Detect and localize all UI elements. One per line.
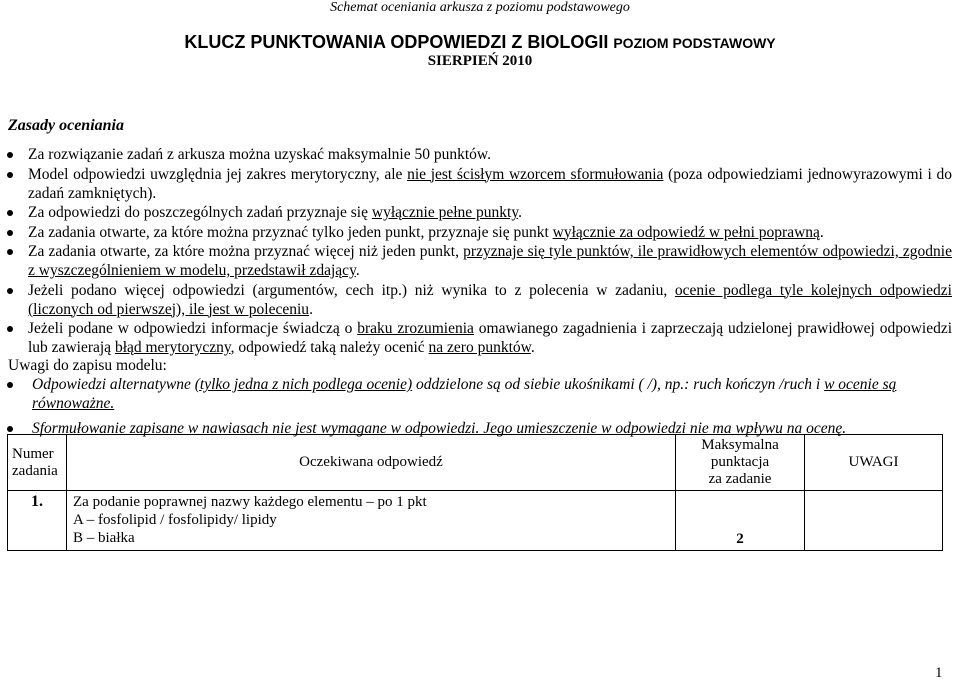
- row-points: 2: [676, 491, 805, 551]
- text-segment: w odpowiedzi. Jego umieszczenie w odpowiedzi nie ma wpływu na ocenę.: [386, 420, 847, 437]
- row-notes: [805, 491, 943, 551]
- underlined-text: (tylko jedna z nich podlega ocenie): [194, 376, 413, 393]
- text-segment: , odpowiedź taką należy ocenić: [230, 339, 429, 356]
- text-segment: Za zadania otwarte, za które można przyznać tylko jeden punkt, przyznaje się punkt: [28, 223, 553, 241]
- notes-heading: Uwagi do zapisu modelu:: [8, 357, 167, 374]
- header-note: Schemat oceniania arkusza z poziomu podstawowego: [330, 0, 630, 15]
- text-segment: oddzielone są od siebie ukośnikami ( /), np.: ruch kończyn /ruch i: [412, 376, 825, 393]
- title-date: SIERPIEŃ 2010: [427, 53, 533, 69]
- answer-line: Za podanie poprawnej nazwy każdego elementu – po 1 pkt: [73, 494, 427, 510]
- rule-item: [0, 242, 960, 280]
- header-notes: UWAGI: [805, 435, 943, 491]
- header-points-line-3: za zadanie: [708, 471, 772, 487]
- text-segment: Za odpowiedzi do poszczególnych zadań przyznaje się: [28, 204, 372, 221]
- bullet-icon: [7, 249, 13, 255]
- underlined-text: w ocenie są równoważne.: [32, 376, 897, 412]
- text-segment: Model odpowiedzi uwzględnia jej zakres merytoryczny, ale: [28, 165, 408, 183]
- bullet-icon: [7, 288, 13, 294]
- underlined-text: na zero punktów: [428, 339, 531, 356]
- rule-item: [0, 203, 960, 222]
- answer-line: A – fosfolipid / fosfolipidy/ lipidy: [73, 512, 277, 528]
- answer-line: B – białka: [73, 530, 135, 546]
- header-number: [8, 435, 67, 491]
- text-segment: Za zadania otwarte, za które można przyznać więcej niż jeden punkt,: [28, 243, 464, 260]
- underlined-text: błąd merytoryczny: [114, 339, 231, 356]
- text-segment: (poza odpowiedziami jednowyrazowymi i do zadań zamkniętych).: [28, 165, 952, 202]
- header-points: [676, 435, 805, 491]
- header-number-line-2: zadania: [12, 462, 58, 479]
- bullet-icon: [7, 326, 13, 332]
- underlined-text: wyłącznie za odpowiedź w pełni poprawną: [552, 223, 820, 241]
- title-level: POZIOM PODSTAWOWY: [613, 35, 776, 51]
- rule-item: [0, 165, 960, 203]
- underlined-text: przyznaje się tyle punktów, ile prawidłowych elementów odpowiedzi, zgodnie z wyszczególnieniem w modelu, przedstawił zdający: [28, 243, 952, 279]
- page-number: 1: [935, 665, 943, 681]
- text-segment: .: [309, 300, 313, 318]
- text-segment: omawianego zagadnienia i zaprzeczają udzielonej prawidłowej odpowiedzi lub zawierają: [28, 320, 953, 356]
- text-segment: .: [355, 262, 360, 279]
- text-segment: .: [819, 223, 824, 241]
- rules-list: [0, 145, 960, 358]
- text-segment: .: [518, 204, 522, 221]
- underlined-text: ocenie podlega tyle kolejnych odpowiedzi (liczonych od pierwszej), ile jest w poleceniu: [28, 281, 952, 318]
- text-segment: .: [530, 339, 535, 356]
- header-points-line-1: Maksymalna: [701, 437, 779, 453]
- underlined-text: nie jest ścisłym wzorcem sformułowania: [407, 165, 664, 183]
- row-answer: [67, 491, 676, 551]
- underlined-text: braku zrozumienia: [357, 320, 474, 337]
- header-points-line-2: punktacja: [710, 454, 770, 470]
- bullet-icon: [7, 210, 13, 216]
- underlined-text: wyłącznie pełne punkty: [371, 204, 519, 221]
- title-main-text: KLUCZ PUNKTOWANIA ODPOWIEDZI Z BIOLOGII: [184, 32, 609, 52]
- text-segment: Odpowiedzi alternatywne: [32, 376, 195, 393]
- rule-item: [0, 223, 960, 242]
- table-row: [8, 491, 943, 551]
- underlined-text: nie jest wymagane: [272, 420, 387, 437]
- text-segment: Za rozwiązanie zadań z arkusza można uzyskać maksymalnie 50 punktów.: [28, 146, 491, 163]
- bullet-icon: [7, 230, 13, 236]
- rule-item: [0, 319, 960, 357]
- rules-heading: Zasady oceniania: [8, 117, 124, 134]
- scoring-table: [7, 434, 943, 551]
- bullet-icon: [7, 382, 13, 388]
- rule-item: [0, 145, 960, 164]
- bullet-icon: [7, 426, 13, 432]
- header-number-line-1: Numer: [12, 445, 54, 462]
- bullet-icon: [7, 172, 13, 178]
- text-segment: Jeżeli podane w odpowiedzi informacje świadczą o: [28, 320, 358, 337]
- bullet-icon: [7, 152, 13, 158]
- text-segment: Sformułowanie zapisane w nawiasach: [32, 420, 273, 437]
- header-answer: Oczekiwana odpowiedź: [67, 435, 676, 491]
- text-segment: Jeżeli podano więcej odpowiedzi (argumentów, cech itp.) niż wynika to z polecenia w zadaniu,: [28, 281, 675, 299]
- rule-item: [0, 281, 960, 319]
- table-header-row: [8, 435, 943, 491]
- page-title: [0, 32, 960, 53]
- note-item: [0, 375, 960, 413]
- row-number: 1.: [8, 491, 67, 551]
